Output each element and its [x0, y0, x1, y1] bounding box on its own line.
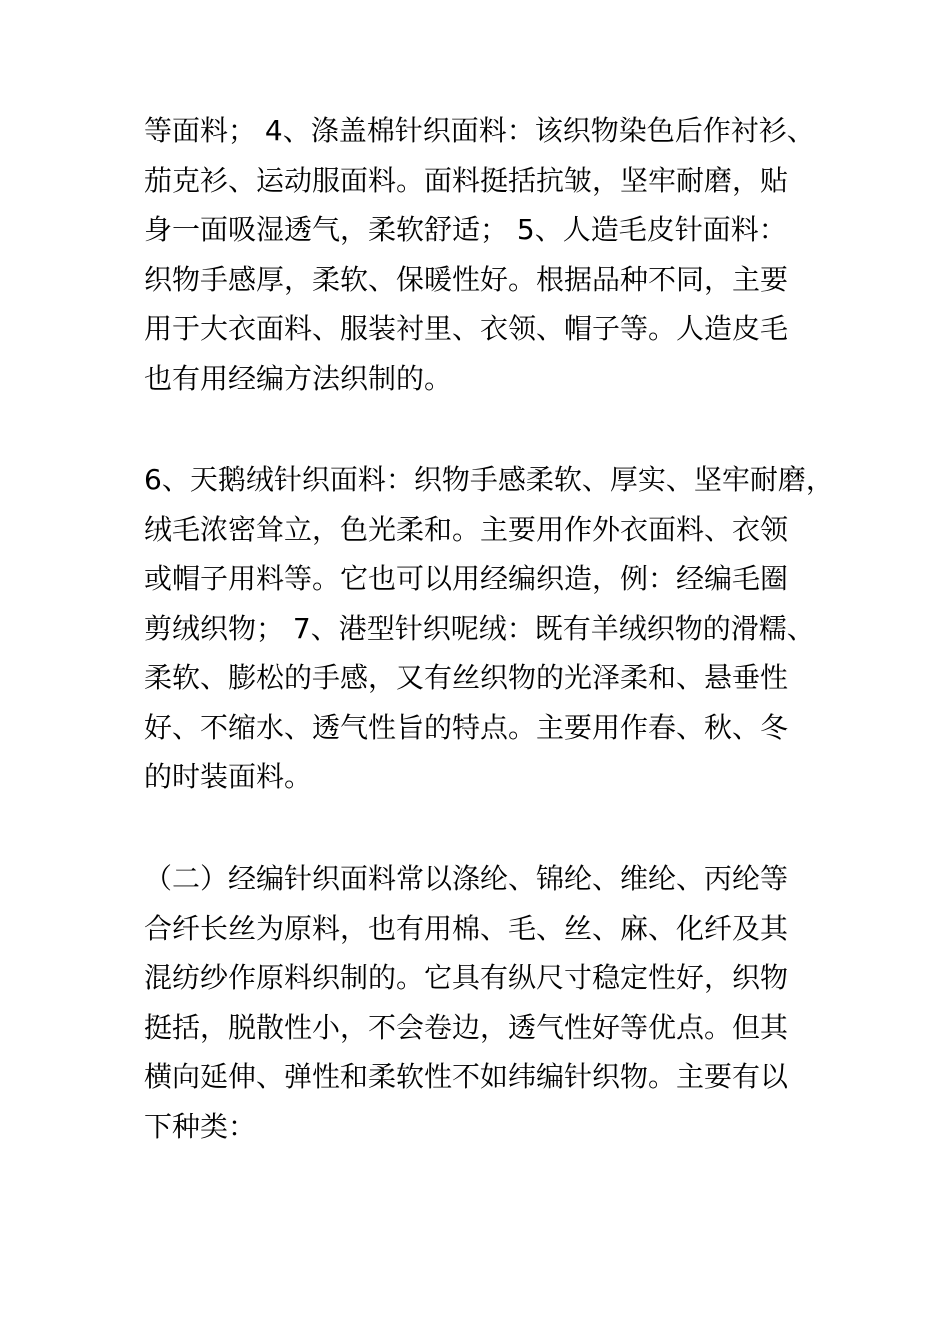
- text-line: 织物手感厚，柔软、保暖性好。根据品种不同，主要: [144, 262, 789, 296]
- paragraph-knit-fabrics-4-5: [144, 106, 814, 403]
- text-line: 绒毛浓密耸立，色光柔和。主要用作外衣面料、衣领: [144, 512, 789, 546]
- text-line: （二）经编针织面料常以涤纶、锦纶、维纶、丙纶等: [144, 862, 789, 895]
- text-line: 身一面吸湿透气，柔软舒适； 5、人造毛皮针面料：: [144, 213, 787, 246]
- text-line: 用于大衣面料、服装衬里、衣领、帽子等。人造皮毛: [144, 312, 789, 345]
- text-line: 下种类：: [144, 1109, 257, 1143]
- text-line: 好、不缩水、透气性旨的特点。主要用作春、秋、冬: [144, 710, 789, 744]
- text-line: 混纺纱作原料织制的。它具有纵尺寸稳定性好，织物: [144, 961, 789, 994]
- text-line: 或帽子用料等。它也可以用经编织造，例：经编毛圈: [144, 562, 789, 595]
- text-line: 也有用经编方法织制的。: [144, 361, 453, 395]
- paragraph-knit-fabrics-6-7: [144, 455, 834, 802]
- text-line: 横向延伸、弹性和柔软性不如纬编针织物。主要有以: [144, 1060, 789, 1093]
- text-line: 等面料； 4、涤盖棉针织面料：该织物染色后作衬衫、: [144, 114, 815, 147]
- text-line: 合纤长丝为原料，也有用棉、毛、丝、麻、化纤及其: [144, 911, 789, 945]
- text-line: 柔软、膨松的手感，又有丝织物的光泽柔和、悬垂性: [144, 661, 789, 694]
- text-line: 的时装面料。: [144, 760, 313, 793]
- text-line: 茄克衫、运动服面料。面料挺括抗皱，坚牢耐磨，贴: [144, 163, 789, 197]
- text-line: 剪绒织物； 7、港型针织呢绒：既有羊绒织物的滑糯、: [144, 611, 815, 645]
- text-line: 6、天鹅绒针织面料：织物手感柔软、厚实、坚牢耐磨，: [144, 463, 834, 496]
- paragraph-warp-knit-fabrics: [144, 854, 814, 1151]
- text-line: 挺括，脱散性小，不会卷边，透气性好等优点。但其: [144, 1010, 789, 1044]
